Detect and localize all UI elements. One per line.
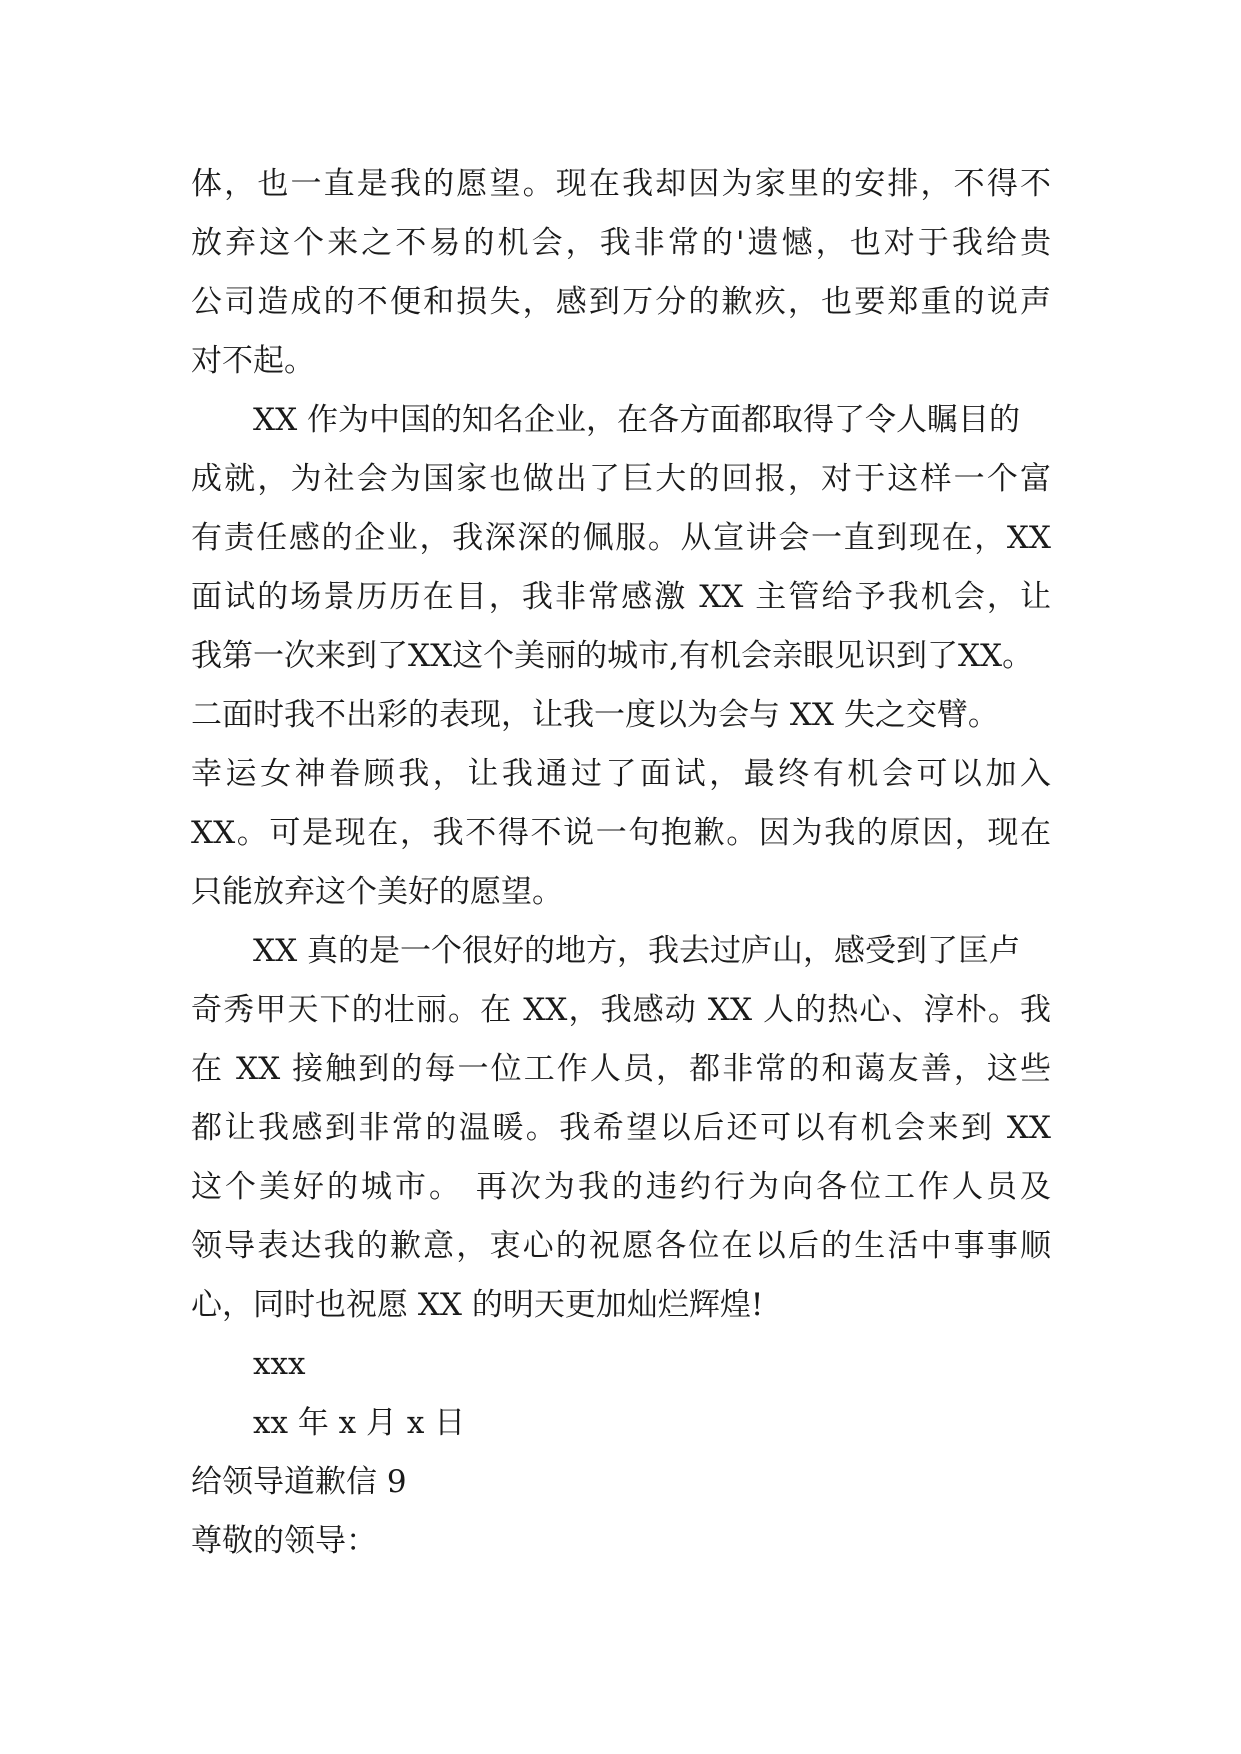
text-line: 二面时我不出彩的表现，让我一度以为会与 XX 失之交臂。 — [191, 697, 999, 733]
paragraph-start-line: XX 作为中国的知名企业，在各方面都取得了令人瞩目的 — [253, 402, 1020, 438]
document-body — [191, 155, 1071, 1571]
text-line: 有责任感的企业，我深深的佩服。从宣讲会一直到现在，XX — [191, 520, 1051, 556]
text-line: 心，同时也祝愿 XX 的明天更加灿烂辉煌! — [191, 1287, 764, 1323]
salutation: 尊敬的领导： — [191, 1523, 377, 1559]
text-line: 都让我感到非常的温暖。我希望以后还可以有机会来到 XX — [191, 1110, 1051, 1146]
text-line: 对不起。 — [191, 343, 315, 379]
text-line: 只能放弃这个美好的愿望。 — [191, 874, 563, 910]
text-line: 放弃这个来之不易的机会，我非常的'遗憾，也对于我给贵 — [191, 225, 1051, 261]
text-line: 体，也一直是我的愿望。现在我却因为家里的安排，不得不 — [191, 166, 1051, 202]
section-heading: 给领导道歉信 9 — [191, 1464, 407, 1500]
text-line: 我第一次来到了XX这个美丽的城市,有机会亲眼见识到了XX。 — [191, 638, 1034, 674]
paragraph-start-line: XX 真的是一个很好的地方，我去过庐山，感受到了匡卢 — [253, 933, 1020, 969]
text-line: 成就，为社会为国家也做出了巨大的回报，对于这样一个富 — [191, 461, 1051, 497]
signature-date: xx 年 x 月 x 日 — [253, 1405, 466, 1441]
text-line: 奇秀甲天下的壮丽。在 XX，我感动 XX 人的热心、淳朴。我 — [191, 992, 1051, 1028]
text-line: 面试的场景历历在目，我非常感激 XX 主管给予我机会，让 — [191, 579, 1051, 615]
text-line: 公司造成的不便和损失，感到万分的歉疚，也要郑重的说声 — [191, 284, 1051, 320]
signature-name: xxx — [253, 1346, 306, 1382]
text-line: 在 XX 接触到的每一位工作人员，都非常的和蔼友善，这些 — [191, 1051, 1051, 1087]
text-line: XX。可是现在，我不得不说一句抱歉。因为我的原因，现在 — [191, 815, 1051, 851]
text-line: 领导表达我的歉意，衷心的祝愿各位在以后的生活中事事顺 — [191, 1228, 1051, 1264]
text-line: 这个美好的城市。 再次为我的违约行为向各位工作人员及 — [191, 1169, 1051, 1205]
text-line: 幸运女神眷顾我，让我通过了面试，最终有机会可以加入 — [191, 756, 1051, 792]
